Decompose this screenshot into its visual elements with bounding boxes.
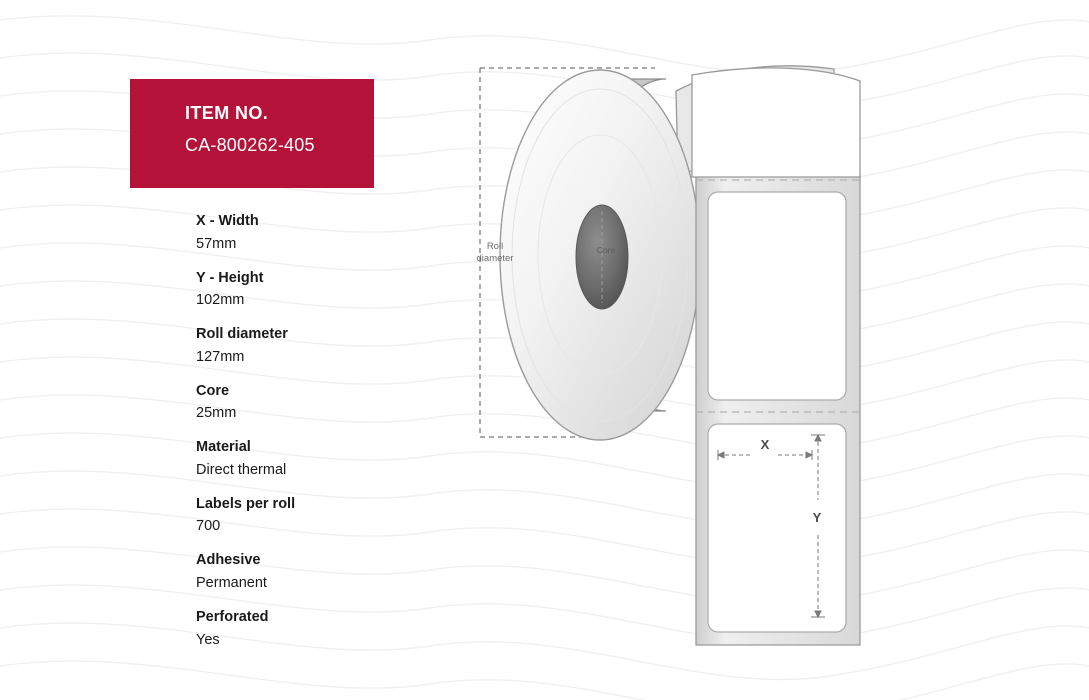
spec-key: Y - Height <box>196 269 264 286</box>
spec-key: Core <box>196 382 230 399</box>
label-top-curl <box>692 68 860 177</box>
spec-row-height <box>196 269 456 312</box>
item-number-label: ITEM NO. <box>185 103 269 123</box>
spec-value: Yes <box>196 631 220 648</box>
spec-value: 57mm <box>196 235 237 252</box>
spec-row-adhesive <box>196 551 456 594</box>
roll-diameter-annotation <box>460 241 530 265</box>
spec-key: Roll diameter <box>196 326 288 343</box>
roll-diameter-annotation-line1: Roll <box>486 241 504 252</box>
core-annotation: Core <box>596 245 616 255</box>
spec-value: 25mm <box>196 405 237 422</box>
spec-key: Material <box>196 439 251 456</box>
spec-key: Perforated <box>196 609 269 626</box>
x-dimension-annotation: X <box>760 437 770 452</box>
label-roll-illustration <box>430 45 1070 665</box>
spec-key: Adhesive <box>196 552 261 569</box>
spec-value: 102mm <box>196 292 245 309</box>
spec-value: Direct thermal <box>196 461 287 478</box>
spec-row-roll-diameter <box>196 325 456 368</box>
roll-diameter-annotation-line2: diameter <box>476 252 514 264</box>
spec-row-width <box>196 212 456 255</box>
spec-value: 700 <box>196 518 221 535</box>
label-roll-drawing <box>430 45 1070 665</box>
spec-key: Labels per roll <box>196 495 296 512</box>
y-dimension-annotation: Y <box>812 510 822 525</box>
item-number-banner <box>130 79 374 188</box>
spec-key: X - Width <box>196 213 259 229</box>
spec-row-material <box>196 438 456 481</box>
specification-list <box>196 212 456 665</box>
spec-row-core <box>196 382 456 425</box>
spec-row-labels-per-roll <box>196 495 456 538</box>
spec-value: Permanent <box>196 575 267 592</box>
spec-value: 127mm <box>196 348 245 365</box>
label-sheet-upper <box>708 192 846 400</box>
spec-row-perforated <box>196 608 456 651</box>
item-number-value: CA-800262-405 <box>185 135 315 155</box>
